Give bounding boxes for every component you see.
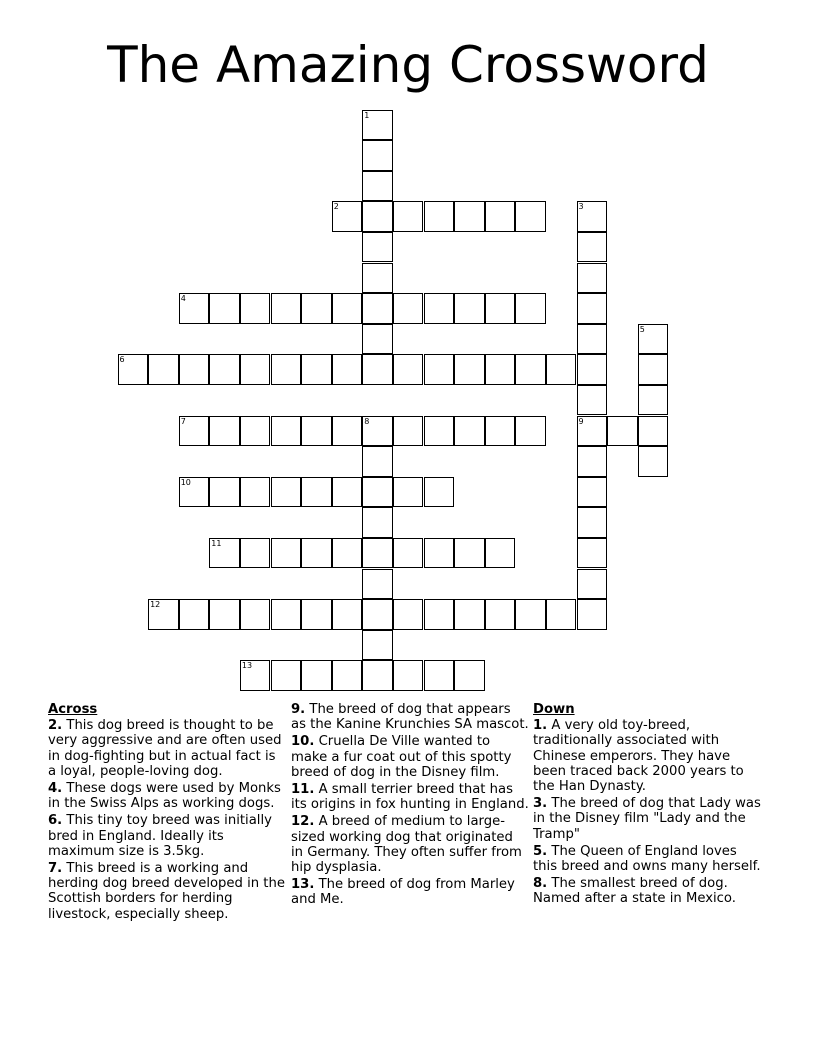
grid-cell[interactable] xyxy=(362,630,393,661)
cell-number: 7 xyxy=(180,416,186,426)
grid-cell[interactable] xyxy=(362,293,393,324)
clue-number: 1. xyxy=(533,718,548,734)
grid-cell[interactable] xyxy=(271,416,302,447)
grid-cell[interactable] xyxy=(577,477,608,508)
grid-cell[interactable] xyxy=(485,354,516,385)
grid-cell[interactable] xyxy=(271,477,302,508)
clue-number: 3. xyxy=(533,796,548,812)
clue-number: 10. xyxy=(291,734,315,750)
grid-cell[interactable] xyxy=(301,354,332,385)
cell-number: 12 xyxy=(150,600,161,610)
grid-cell[interactable] xyxy=(240,599,271,630)
grid-cell[interactable] xyxy=(301,293,332,324)
clue-text: Cruella De Ville wanted to make a fur coat out of this spotty breed of dog in the Disney film. xyxy=(291,734,512,780)
clue-across-9 xyxy=(291,702,529,732)
grid-cell[interactable] xyxy=(638,354,669,385)
grid-cell[interactable] xyxy=(362,538,393,569)
grid-cell[interactable] xyxy=(485,416,516,447)
grid-cell[interactable] xyxy=(209,416,240,447)
grid-cell[interactable] xyxy=(485,293,516,324)
grid-cell[interactable] xyxy=(546,354,577,385)
clue-number: 8. xyxy=(533,876,548,892)
grid-cell[interactable] xyxy=(332,416,363,447)
across-heading: Across xyxy=(48,702,98,717)
grid-cell[interactable] xyxy=(240,416,271,447)
clue-across-2 xyxy=(48,718,286,779)
grid-cell[interactable] xyxy=(362,263,393,294)
grid-cell[interactable] xyxy=(577,507,608,538)
grid-cell[interactable] xyxy=(577,354,608,385)
clues-column-3 xyxy=(533,702,763,909)
grid-cell[interactable] xyxy=(362,110,393,141)
grid-cell[interactable] xyxy=(332,538,363,569)
grid-cell[interactable] xyxy=(240,538,271,569)
grid-cell[interactable] xyxy=(301,660,332,691)
grid-cell[interactable] xyxy=(454,599,485,630)
cell-number: 11 xyxy=(211,538,222,548)
grid-cell[interactable] xyxy=(393,599,424,630)
cell-number: 3 xyxy=(578,202,584,212)
grid-cell[interactable] xyxy=(240,660,271,691)
clue-text: The Queen of England loves this breed and owns many herself. xyxy=(533,843,761,875)
clue-down-5 xyxy=(533,844,763,874)
grid-cell[interactable] xyxy=(638,446,669,477)
grid-cell[interactable] xyxy=(362,660,393,691)
grid-cell[interactable] xyxy=(454,354,485,385)
clue-number: 4. xyxy=(48,781,63,797)
clue-text: A small terrier breed that has its origins in fox hunting in England. xyxy=(291,782,529,813)
grid-cell[interactable] xyxy=(362,599,393,630)
grid-cell[interactable] xyxy=(454,293,485,324)
grid-cell[interactable] xyxy=(240,477,271,508)
grid-cell[interactable] xyxy=(577,201,608,232)
grid-cell[interactable] xyxy=(424,416,455,447)
grid-cell[interactable] xyxy=(179,293,210,324)
grid-cell[interactable] xyxy=(301,416,332,447)
cell-number: 4 xyxy=(180,294,186,304)
grid-cell[interactable] xyxy=(148,354,179,385)
grid-cell[interactable] xyxy=(362,201,393,232)
grid-cell[interactable] xyxy=(485,201,516,232)
grid-cell[interactable] xyxy=(362,477,393,508)
clue-text: This dog breed is thought to be very aggressive and are often used in dog-fighting but in actual fact is a loyal, people-loving dog. xyxy=(48,718,282,779)
grid-cell[interactable] xyxy=(301,538,332,569)
grid-cell[interactable] xyxy=(515,354,546,385)
clue-down-3 xyxy=(533,796,763,842)
grid-cell[interactable] xyxy=(638,385,669,416)
clue-number: 7. xyxy=(48,861,63,877)
grid-cell[interactable] xyxy=(362,232,393,263)
grid-cell[interactable] xyxy=(301,599,332,630)
clue-number: 5. xyxy=(533,843,548,859)
grid-cell[interactable] xyxy=(179,416,210,447)
grid-cell[interactable] xyxy=(577,385,608,416)
cell-number: 10 xyxy=(180,477,191,487)
grid-cell[interactable] xyxy=(332,660,363,691)
cell-number: 9 xyxy=(578,416,584,426)
grid-cell[interactable] xyxy=(607,416,638,447)
grid-cell[interactable] xyxy=(393,201,424,232)
grid-cell[interactable] xyxy=(148,599,179,630)
page-title: The Amazing Crossword xyxy=(107,36,709,94)
grid-cell[interactable] xyxy=(485,538,516,569)
cell-number: 1 xyxy=(364,110,370,120)
grid-cell[interactable] xyxy=(332,477,363,508)
clue-text: This breed is a working and herding dog breed developed in the Scottish borders for herding livestock, especially sheep. xyxy=(48,861,285,922)
grid-cell[interactable] xyxy=(393,538,424,569)
grid-cell[interactable] xyxy=(485,599,516,630)
clue-text: The breed of dog that Lady was in the Disney film "Lady and the Tramp" xyxy=(533,796,761,842)
grid-cell[interactable] xyxy=(179,477,210,508)
grid-cell[interactable] xyxy=(271,599,302,630)
grid-cell[interactable] xyxy=(393,293,424,324)
grid-cell[interactable] xyxy=(638,416,669,447)
grid-cell[interactable] xyxy=(577,538,608,569)
grid-cell[interactable] xyxy=(209,538,240,569)
grid-cell[interactable] xyxy=(209,599,240,630)
clue-number: 9. xyxy=(291,702,306,717)
grid-cell[interactable] xyxy=(424,354,455,385)
clues-column-1 xyxy=(48,702,286,924)
grid-cell[interactable] xyxy=(546,599,577,630)
down-heading: Down xyxy=(533,702,575,717)
grid-cell[interactable] xyxy=(332,354,363,385)
grid-cell[interactable] xyxy=(424,660,455,691)
clue-text: A breed of medium to large-sized working dog that originated in Germany. They often suffer from hip dysplasia. xyxy=(291,814,522,876)
grid-cell[interactable] xyxy=(209,354,240,385)
clue-text: A very old toy-breed, traditionally associated with Chinese emperors. They have been traced back 2000 years to the Han Dynasty. xyxy=(533,718,744,795)
grid-cell[interactable] xyxy=(362,446,393,477)
grid-cell[interactable] xyxy=(515,416,546,447)
clue-across-11 xyxy=(291,782,529,812)
grid-cell[interactable] xyxy=(209,293,240,324)
grid-cell[interactable] xyxy=(271,538,302,569)
clues-column-2 xyxy=(291,702,529,910)
grid-cell[interactable] xyxy=(393,660,424,691)
grid-cell[interactable] xyxy=(577,232,608,263)
clue-across-6 xyxy=(48,813,286,859)
grid-cell[interactable] xyxy=(209,477,240,508)
grid-cell[interactable] xyxy=(515,201,546,232)
grid-cell[interactable] xyxy=(332,201,363,232)
grid-cell[interactable] xyxy=(638,324,669,355)
grid-cell[interactable] xyxy=(577,599,608,630)
cell-number: 5 xyxy=(639,324,645,334)
clue-across-13 xyxy=(291,877,529,907)
grid-cell[interactable] xyxy=(179,354,210,385)
grid-cell[interactable] xyxy=(577,416,608,447)
grid-cell[interactable] xyxy=(179,599,210,630)
grid-cell[interactable] xyxy=(362,354,393,385)
grid-cell[interactable] xyxy=(362,416,393,447)
grid-cell[interactable] xyxy=(577,324,608,355)
clue-text: This tiny toy breed was initially bred in England. Ideally its maximum size is 3.5kg. xyxy=(48,813,272,859)
cell-number: 6 xyxy=(119,355,125,365)
grid-cell[interactable] xyxy=(424,201,455,232)
grid-cell[interactable] xyxy=(577,446,608,477)
clue-text: The breed of dog from Marley and Me. xyxy=(291,877,515,908)
grid-cell[interactable] xyxy=(271,354,302,385)
grid-cell[interactable] xyxy=(393,354,424,385)
clue-across-4 xyxy=(48,781,286,811)
grid-cell[interactable] xyxy=(301,477,332,508)
clue-number: 12. xyxy=(291,814,315,830)
clue-number: 6. xyxy=(48,813,63,829)
cell-number: 8 xyxy=(364,416,370,426)
grid-cell[interactable] xyxy=(362,140,393,171)
grid-cell[interactable] xyxy=(118,354,149,385)
grid-cell[interactable] xyxy=(332,293,363,324)
clue-text: The smallest breed of dog. Named after a state in Mexico. xyxy=(533,876,736,907)
grid-cell[interactable] xyxy=(454,660,485,691)
grid-cell[interactable] xyxy=(577,293,608,324)
grid-cell[interactable] xyxy=(271,660,302,691)
clue-text: The breed of dog that appears as the Kanine Krunchies SA mascot. xyxy=(291,702,529,733)
clue-across-12 xyxy=(291,814,529,875)
cell-number: 2 xyxy=(333,202,339,212)
clue-text: These dogs were used by Monks in the Swiss Alps as working dogs. xyxy=(48,781,281,812)
grid-cell[interactable] xyxy=(362,569,393,600)
grid-cell[interactable] xyxy=(424,477,455,508)
clue-number: 11. xyxy=(291,782,315,798)
grid-cell[interactable] xyxy=(362,324,393,355)
grid-cell[interactable] xyxy=(454,538,485,569)
grid-cell[interactable] xyxy=(577,569,608,600)
grid-cell[interactable] xyxy=(362,507,393,538)
grid-cell[interactable] xyxy=(424,599,455,630)
clue-across-7 xyxy=(48,861,286,922)
grid-cell[interactable] xyxy=(454,201,485,232)
grid-cell[interactable] xyxy=(424,293,455,324)
clue-down-1 xyxy=(533,718,763,794)
grid-cell[interactable] xyxy=(515,293,546,324)
clue-number: 2. xyxy=(48,718,63,734)
grid-cell[interactable] xyxy=(577,263,608,294)
grid-cell[interactable] xyxy=(454,416,485,447)
clue-number: 13. xyxy=(291,877,315,893)
grid-cell[interactable] xyxy=(393,477,424,508)
clue-across-10 xyxy=(291,734,529,780)
grid-cell[interactable] xyxy=(362,171,393,202)
grid-cell[interactable] xyxy=(393,416,424,447)
grid-cell[interactable] xyxy=(240,354,271,385)
grid-cell[interactable] xyxy=(515,599,546,630)
cell-number: 13 xyxy=(241,661,253,671)
grid-cell[interactable] xyxy=(424,538,455,569)
clue-down-8 xyxy=(533,876,763,906)
grid-cell[interactable] xyxy=(271,293,302,324)
grid-cell[interactable] xyxy=(332,599,363,630)
grid-cell[interactable] xyxy=(240,293,271,324)
